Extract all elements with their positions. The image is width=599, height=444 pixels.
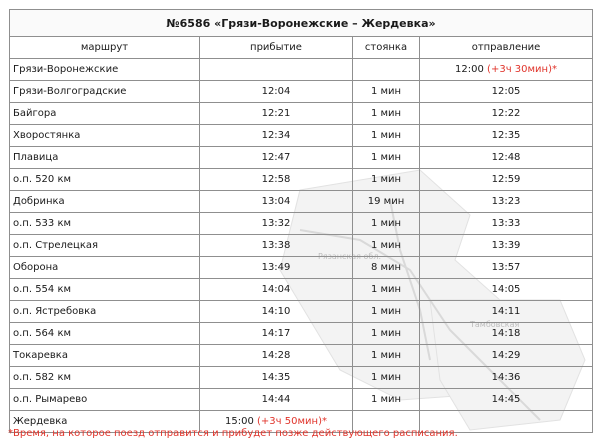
arrival-cell [200, 213, 353, 235]
station-cell [10, 257, 200, 279]
departure-cell-value: 13:23 [491, 196, 521, 207]
stop-cell-value: 1 мин [370, 284, 402, 295]
station-cell [10, 191, 200, 213]
station-cell-value: о.п. 554 км [13, 284, 72, 295]
station-cell [10, 81, 200, 103]
table-row [10, 257, 593, 279]
arrival-cell [200, 367, 353, 389]
departure-cell-delay-note: (+3ч 30мин)* [487, 64, 557, 75]
arrival-cell-delay-note: (+3ч 50мин)* [257, 416, 327, 427]
stop-cell [353, 81, 420, 103]
stop-cell [353, 279, 420, 301]
station-cell [10, 103, 200, 125]
table-row [10, 367, 593, 389]
station-cell-value: о.п. 520 км [13, 174, 72, 185]
arrival-cell-value: 12:58 [261, 174, 291, 185]
station-cell-value: Оборона [13, 262, 59, 273]
stop-cell [353, 103, 420, 125]
arrival-cell-value: 13:38 [261, 240, 291, 251]
departure-cell [420, 301, 593, 323]
station-cell-value: Хворостянка [13, 130, 81, 141]
station-cell [10, 301, 200, 323]
departure-cell-value: 12:05 [491, 86, 521, 97]
table-row [10, 235, 593, 257]
departure-cell [420, 59, 593, 81]
table-row [10, 59, 593, 81]
stop-cell-value: 1 мин [370, 152, 402, 163]
arrival-cell [200, 169, 353, 191]
departure-cell-value: 14:36 [491, 372, 521, 383]
departure-cell [420, 389, 593, 411]
station-cell-value: Токаревка [13, 350, 68, 361]
station-cell-value: о.п. 564 км [13, 328, 72, 339]
table-row [10, 213, 593, 235]
timetable [9, 9, 593, 433]
departure-cell-value: 13:57 [491, 262, 521, 273]
station-cell [10, 147, 200, 169]
arrival-cell [200, 257, 353, 279]
arrival-cell [200, 279, 353, 301]
arrival-cell [200, 301, 353, 323]
station-cell [10, 213, 200, 235]
arrival-cell [200, 59, 353, 81]
station-cell [10, 367, 200, 389]
col-header-stop: стоянка [353, 37, 420, 59]
stop-cell [353, 213, 420, 235]
stop-cell-value: 1 мин [370, 130, 402, 141]
station-cell-value: о.п. 533 км [13, 218, 72, 229]
map-label-1: Рязанская обл. [318, 252, 381, 261]
arrival-cell-value: 14:10 [261, 306, 291, 317]
stop-cell-value: 1 мин [370, 174, 402, 185]
station-cell [10, 125, 200, 147]
arrival-cell [200, 389, 353, 411]
stop-cell [353, 345, 420, 367]
arrival-cell [200, 103, 353, 125]
table-row [10, 389, 593, 411]
stop-cell [353, 169, 420, 191]
arrival-cell-value: 14:28 [261, 350, 291, 361]
stop-cell-value: 1 мин [370, 394, 402, 405]
timetable-title: №6586 «Грязи-Воронежские – Жердевка» [10, 10, 593, 37]
arrival-cell-value: 12:04 [261, 86, 291, 97]
stop-cell-value: 1 мин [370, 306, 402, 317]
departure-cell [420, 213, 593, 235]
stop-cell [353, 147, 420, 169]
station-cell-value: о.п. Стрелецкая [13, 240, 99, 251]
arrival-cell [200, 323, 353, 345]
departure-cell [420, 81, 593, 103]
table-row [10, 323, 593, 345]
arrival-cell-value: 13:32 [261, 218, 291, 229]
table-row [10, 147, 593, 169]
stop-cell [353, 323, 420, 345]
station-cell-value: Жердевка [13, 416, 68, 427]
departure-cell-value: 14:45 [491, 394, 521, 405]
station-cell [10, 59, 200, 81]
departure-cell [420, 345, 593, 367]
departure-cell-value: 14:18 [491, 328, 521, 339]
station-cell-value: Плавица [13, 152, 59, 163]
departure-cell-value: 12:22 [491, 108, 521, 119]
departure-cell [420, 169, 593, 191]
arrival-cell [200, 235, 353, 257]
departure-cell-value: 12:48 [491, 152, 521, 163]
departure-cell [420, 191, 593, 213]
station-cell [10, 169, 200, 191]
table-row [10, 279, 593, 301]
station-cell [10, 235, 200, 257]
table-row [10, 301, 593, 323]
departure-cell [420, 257, 593, 279]
departure-cell [420, 147, 593, 169]
departure-cell [420, 367, 593, 389]
stop-cell-value: 19 мин [367, 196, 405, 207]
stop-cell-value: 1 мин [370, 86, 402, 97]
departure-cell-value: 13:39 [491, 240, 521, 251]
arrival-cell-value: 14:35 [261, 372, 291, 383]
station-cell-value: о.п. Ястребовка [13, 306, 97, 317]
station-cell-value: Добринка [13, 196, 65, 207]
stop-cell [353, 389, 420, 411]
arrival-cell-value: 14:44 [261, 394, 291, 405]
table-row [10, 191, 593, 213]
arrival-cell-value: 15:00 [225, 416, 254, 427]
departure-cell-value: 13:33 [491, 218, 521, 229]
arrival-cell [200, 147, 353, 169]
departure-cell [420, 323, 593, 345]
stop-cell [353, 257, 420, 279]
stop-cell [353, 301, 420, 323]
departure-cell [420, 279, 593, 301]
departure-cell [420, 125, 593, 147]
stop-cell-value: 8 мин [370, 262, 402, 273]
stop-cell-value: 1 мин [370, 240, 402, 251]
col-header-departure: отправление [420, 37, 593, 59]
station-cell [10, 389, 200, 411]
station-cell [10, 323, 200, 345]
stop-cell-value: 1 мин [370, 350, 402, 361]
stop-cell-value: 1 мин [370, 218, 402, 229]
col-header-route: маршрут [10, 37, 200, 59]
arrival-cell-value: 13:49 [261, 262, 291, 273]
stop-cell [353, 191, 420, 213]
stop-cell-value: 1 мин [370, 372, 402, 383]
departure-cell-value: 12:00 [455, 64, 484, 75]
arrival-cell-value: 12:34 [261, 130, 291, 141]
departure-cell [420, 235, 593, 257]
departure-cell-value: 14:05 [491, 284, 521, 295]
stop-cell-value: 1 мин [370, 108, 402, 119]
arrival-cell [200, 345, 353, 367]
station-cell-value: Байгора [13, 108, 57, 119]
departure-cell-value: 12:59 [491, 174, 521, 185]
stop-cell [353, 235, 420, 257]
table-row [10, 169, 593, 191]
station-cell-value: о.п. Рымарево [13, 394, 88, 405]
table-row [10, 125, 593, 147]
stop-cell [353, 59, 420, 81]
stop-cell-value: 1 мин [370, 328, 402, 339]
arrival-cell [200, 81, 353, 103]
col-header-arrival: прибытие [200, 37, 353, 59]
table-row [10, 81, 593, 103]
stop-cell [353, 367, 420, 389]
station-cell-value: о.п. 582 км [13, 372, 72, 383]
arrival-cell-value: 12:21 [261, 108, 291, 119]
header-row [10, 37, 593, 59]
arrival-cell [200, 125, 353, 147]
arrival-cell-value: 14:04 [261, 284, 291, 295]
arrival-cell-value: 14:17 [261, 328, 291, 339]
arrival-cell-value: 12:47 [261, 152, 291, 163]
arrival-cell [200, 191, 353, 213]
departure-cell-value: 14:29 [491, 350, 521, 361]
station-cell-value: Грязи-Воронежские [13, 64, 119, 75]
station-cell-value: Грязи-Волгоградские [13, 86, 127, 97]
departure-cell-value: 14:11 [491, 306, 521, 317]
arrival-cell-value: 13:04 [261, 196, 291, 207]
stop-cell [353, 125, 420, 147]
departure-cell [420, 103, 593, 125]
map-label-2: Тамбовская [470, 320, 520, 329]
table-row [10, 345, 593, 367]
station-cell [10, 279, 200, 301]
departure-cell-value: 12:35 [491, 130, 521, 141]
footnote: *Время, на которое поезд отправится и прибудет позже действующего расписания. [8, 428, 458, 439]
station-cell [10, 345, 200, 367]
table-row [10, 103, 593, 125]
